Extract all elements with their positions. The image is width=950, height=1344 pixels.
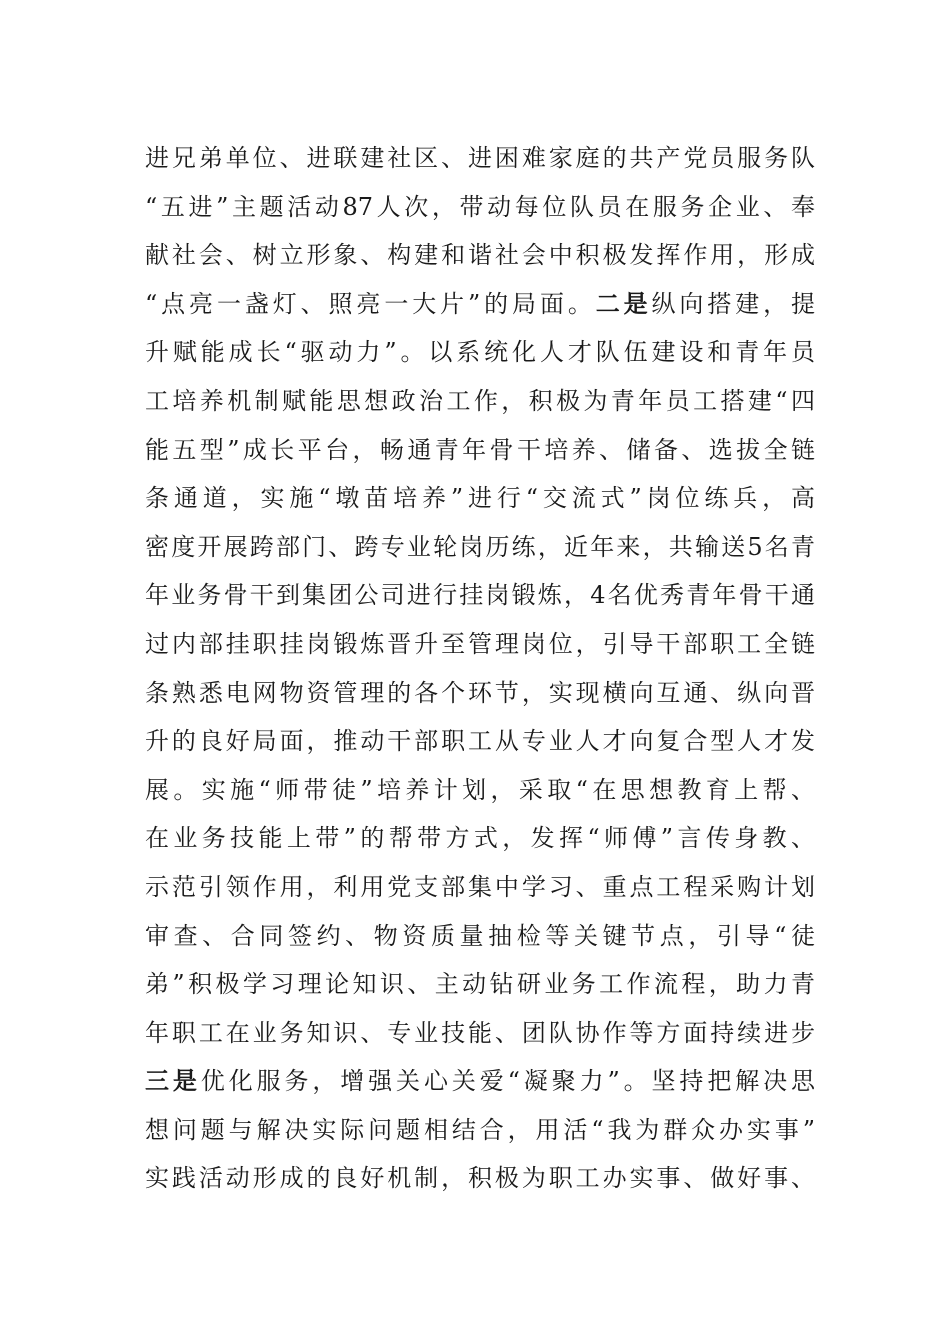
text-line-2: “五进”主题活动87人次，带动每位队员在服务企业、奉: [145, 192, 815, 221]
text-line-8: 条通道，实施“墩苗培养”进行“交流式”岗位练兵，高: [145, 484, 815, 513]
text-run: 优化服务，增强关心关爱“凝聚力”。坚持把解决思: [200, 1067, 815, 1096]
text-line-14: 展。实施“师带徒”培养计划，采取“在思想教育上帮、: [145, 775, 815, 804]
text-line-21: 想问题与解决实际问题相结合，用活“我为群众办实事”: [145, 1115, 815, 1144]
body-text: [145, 134, 815, 1203]
text-line-11: 过内部挂职挂岗锻炼晋升至管理岗位，引导干部职工全链: [145, 629, 815, 658]
bold-marker-second: 二是: [595, 288, 652, 318]
text-run: 纵向搭建，提: [651, 289, 816, 318]
text-line-4: [145, 280, 815, 329]
text-run: “点亮一盏灯、照亮一大片”的局面。: [145, 289, 596, 318]
text-line-12: 条熟悉电网物资管理的各个环节，实现横向互通、纵向晋: [145, 678, 815, 707]
text-line-3: 献社会、树立形象、构建和谐社会中积极发挥作用，形成: [145, 241, 815, 270]
text-line-7: 能五型”成长平台，畅通青年骨干培养、储备、选拔全链: [145, 435, 815, 464]
text-line-17: 审查、合同签约、物资质量抽检等关键节点，引导“徒: [145, 921, 815, 950]
text-line-18: 弟”积极学习理论知识、主动钻研业务工作流程，助力青: [145, 970, 815, 999]
text-line-19: 年职工在业务知识、专业技能、团队协作等方面持续进步: [145, 1018, 815, 1047]
text-line-13: 升的良好局面，推动干部职工从专业人才向复合型人才发: [145, 727, 815, 756]
text-line-1: 进兄弟单位、进联建社区、进困难家庭的共产党员服务队: [145, 144, 815, 172]
text-line-16: 示范引领作用，利用党支部集中学习、重点工程采购计划: [145, 872, 815, 901]
bold-marker-third: 三是: [145, 1066, 201, 1096]
text-line-6: 工培养机制赋能思想政治工作，积极为青年员工搭建“四: [145, 386, 815, 415]
text-line-9: 密度开展跨部门、跨专业轮岗历练，近年来，共输送5名青: [145, 532, 815, 561]
text-line-5: 升赋能成长“驱动力”。以系统化人才队伍建设和青年员: [145, 338, 815, 367]
text-line-10: 年业务骨干到集团公司进行挂岗锻炼，4名优秀青年骨干通: [145, 581, 815, 610]
text-line-22: 实践活动形成的良好机制，积极为职工办实事、做好事、: [145, 1164, 815, 1193]
text-line-15: 在业务技能上带”的帮带方式，发挥“师傅”言传身教、: [145, 824, 815, 853]
text-line-20: [145, 1057, 815, 1106]
